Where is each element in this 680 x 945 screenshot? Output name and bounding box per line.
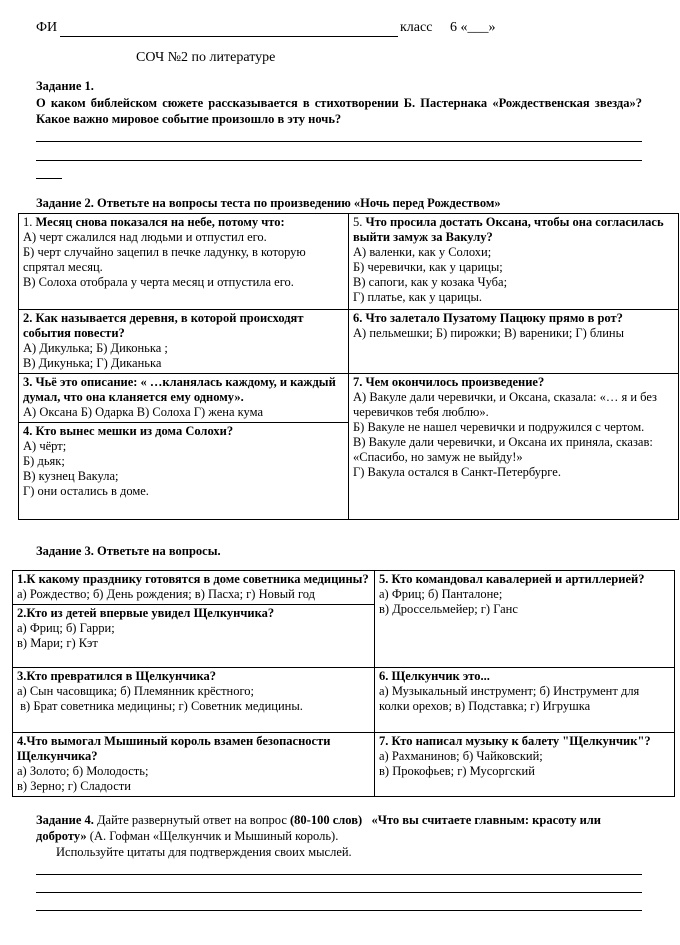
class-label: класс [400,20,433,35]
task3-q1-q2-cell [13,571,375,668]
task2-q5-cell [349,214,679,310]
task4-answer-line-1[interactable] [36,874,642,875]
task2-q3-option: А) Оксана Б) Одарка В) Солоха Г) жена кума [23,405,263,419]
task2-q2-text: 2. Как называется деревня, в которой происходят события повести? [23,311,304,340]
task2-q7-option: В) Вакуле дали черевички, и Оксана их приняла, сказав: «Спасибо, но замуж не выйду!» [353,435,653,464]
task2-q1-option: Б) черт случайно зацепил в печке ладунку, в которую спрятал месяц. [23,245,306,274]
task3-q6-cell [375,668,675,733]
task3-title: Задание 3. Ответьте на вопросы. [36,544,221,558]
task2-q1-option: В) Солоха отобрала у черта месяц и отпустила его. [23,275,294,289]
task4-quote: «Что вы считаете главным: красоту или доброту» [36,813,601,843]
task3-q2-text: 2.Кто из детей впервые увидел Щелкунчика? [17,606,275,620]
page-title: СОЧ №2 по литературе [136,50,276,65]
task2-q5-option: Г) платье, как у царицы. [353,290,483,304]
task3-q1-option: а) Рождество; б) День рождения; в) Пасха; г) Новый год [17,587,316,601]
task3-q3-cell [13,668,375,733]
task2-q3-q4-cell [19,374,349,520]
task3-q4-cell [13,733,375,797]
class-value: 6 «___» [450,20,496,35]
task2-q7-option: Г) Вакула остался в Санкт-Петербурге. [353,465,561,479]
task3-q3-text: 3.Кто превратился в Щелкунчика? [17,669,217,683]
task3-q7-option: а) Рахманинов; б) Чайковский; [379,749,543,763]
task1-answer-line-1[interactable] [36,141,642,142]
task3-q4-text: 4.Что вымогал Мышиный король взамен безопасности Щелкунчика? [17,734,331,763]
task2-q4-text: 4. Кто вынес мешки из дома Солохи? [23,424,234,438]
task2-q1-num: 1. [23,215,33,229]
task3-q2-block [13,604,374,651]
task1-title: Задание 1. [36,79,94,93]
task2-q7-text: 7. Чем окончилось произведение? [353,375,545,389]
task4-words: (80-100 слов) [290,813,363,827]
fi-answer-line[interactable] [60,36,398,37]
task2-q1-text: Месяц снова показался на небе, потому что: [35,215,285,229]
task2-q1-option: А) черт сжалился над людьми и отпустил его. [23,230,267,244]
task2-q4-option: Г) они остались в доме. [23,484,149,498]
task3-q4-option: в) Зерно; г) Сладости [17,779,131,793]
task3-q5-cell [375,571,675,668]
task2-q2-option: А) Дикулька; Б) Диконька ; [23,341,168,355]
task2-q7-option: Б) Вакуле не нашел черевички и подружился с чертом. [353,420,645,434]
task2-title: Задание 2. Ответьте на вопросы теста по произведению «Ночь перед Рождеством» [36,196,501,210]
task4-text: Дайте развернутый ответ на вопрос [93,813,290,827]
task2-q7-option: А) Вакуле дали черевички, и Оксана, сказала: «… я и без черевичков тебя люблю». [353,390,657,419]
task3-q5-option: а) Фриц; б) Панталоне; [379,587,503,601]
task2-q5-option: Б) черевички, как у царицы; [353,260,503,274]
task2-q7-cell [349,374,679,520]
task2-table [18,213,679,520]
task3-q3-option: в) Брат советника медицины; г) Советник медицины. [17,699,303,713]
task3-table [12,570,675,797]
task3-q7-option: в) Прокофьев; г) Мусоргский [379,764,535,778]
task3-q2-option: а) Фриц; б) Гарри; [17,621,115,635]
task2-q6-cell [349,310,679,374]
task4-instruction: Используйте цитаты для подтверждения своих мыслей. [56,845,352,859]
task3-q5-option: в) Дроссельмейер; г) Ганс [379,602,518,616]
task1-answer-line-3[interactable] [36,178,62,179]
task4-source: (А. Гофман «Щелкунчик и Мышиный король). [86,829,339,843]
task2-q4-option: А) чёрт; [23,439,67,453]
task3-q2-option: в) Мари; г) Кэт [17,636,98,650]
task3-q3-option: а) Сын часовщика; б) Племянник крёстного; [17,684,255,698]
task2-q2-option: В) Дикунька; Г) Диканька [23,356,162,370]
task3-q6-text: 6. Щелкунчик это... [379,669,490,683]
task2-q1-cell [19,214,349,310]
task3-q4-option: а) Золото; б) Молодость; [17,764,149,778]
task1-question: О каком библейском сюжете рассказывается в стихотворении Б. Пастернака «Рождественская звезда»? Какое важно мировое событие произошло в эту ночь? [36,96,642,126]
task4-answer-line-3[interactable] [36,910,642,911]
task4-title: Задание 4. [36,813,94,827]
task2-q4-option: В) кузнец Вакула; [23,469,119,483]
task2-q5-option: В) сапоги, как у козака Чуба; [353,275,508,289]
task2-q2-cell [19,310,349,374]
task3-q7-text: 7. Кто написал музыку к балету "Щелкунчик"? [379,734,651,748]
task4-answer-line-2[interactable] [36,892,642,893]
task2-q4-block [19,422,348,499]
task2-q6-text: 6. Что залетало Пузатому Пацюку прямо в рот? [353,311,623,325]
task4-block [36,812,642,844]
task3-q6-option: а) Музыкальный инструмент; б) Инструмент для колки орехов; в) Подставка; г) Игрушка [379,684,640,713]
task2-q5-option: А) валенки, как у Солохи; [353,245,492,259]
task2-q3-text: 3. Чьё это описание: « …кланялась каждому, и каждый думал, что она кланяется ему одному». [23,375,336,404]
task2-q6-option: А) пельмешки; Б) пирожки; В) вареники; Г) блины [353,326,624,340]
task1-answer-line-2[interactable] [36,160,642,161]
fi-label: ФИ [36,20,58,35]
task2-q5-num: 5. [353,215,363,229]
task3-q7-cell [375,733,675,797]
task2-q4-option: Б) дьяк; [23,454,65,468]
task2-q5-text: Что просила достать Оксана, чтобы она согласилась выйти замуж за Вакулу? [353,215,664,244]
task3-q1-text: 1.К какому празднику готовятся в доме советника медицины? [17,572,369,586]
task3-q5-text: 5. Кто командовал кавалерией и артиллерией? [379,572,645,586]
